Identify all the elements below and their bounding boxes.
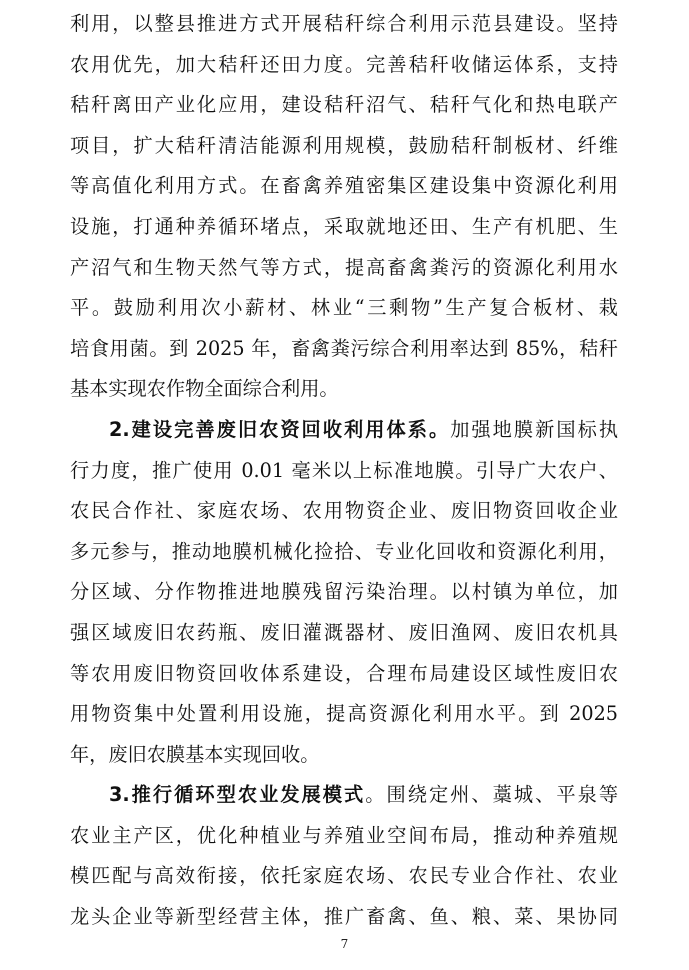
text-line: 项目，扩大秸秆清洁能源利用规模，鼓励秸秆制板材、纤维 [70,133,618,157]
text-line: 多元参与，推动地膜机械化捡拾、专业化回收和资源化利用， [70,539,618,563]
text-line: 等农用废旧物资回收体系建设，合理布局建设区域性废旧农 [70,661,618,685]
text-line: 农用优先，加大秸秆还田力度。完善秸秆收储运体系，支持 [70,52,618,76]
paragraph-agricultural-materials-recycling [70,410,618,775]
text-line: 利用，以整县推进方式开展秸秆综合利用示范县建设。坚持 [70,12,618,35]
text-line: 等高值化利用方式。在畜禽养殖密集区建设集中资源化利用 [70,174,618,198]
text-line: 农业主产区，优化种植业与养殖业空间布局，推动种养殖规 [70,823,618,847]
body-text [70,4,618,938]
text-line: 年，废旧农膜基本实现回收。 [70,742,320,766]
text-line: 强区域废旧农药瓶、废旧灌溉器材、废旧渔网、废旧农机具 [70,620,618,644]
text-line: 农民合作社、家庭农场、农用物资企业、废旧物资回收企业 [70,499,618,523]
text-line: 龙头企业等新型经营主体，推广畜禽、鱼、粮、菜、果协同 [70,905,618,929]
text-run: 加强地膜新国标执 [450,417,618,441]
text-line: 秸秆离田产业化应用，建设秸秆沼气、秸秆气化和热电联产 [70,93,618,117]
section-heading: 2.建设完善废旧农资回收利用体系。 [109,417,451,441]
text-line: 平。鼓励利用次小薪材、林业“三剩物”生产复合板材、栽 [70,296,618,320]
text-line: 基本实现农作物全面综合利用。 [70,377,339,401]
page-number: 7 [340,937,349,951]
text-line: 设施，打通种养循环堵点，采取就地还田、生产有机肥、生 [70,214,618,238]
paragraph-circular-agriculture [70,775,618,937]
text-run: 。围绕定州、藁城、平泉等 [365,783,618,807]
text-line: 行力度，推广使用 0.01 毫米以上标准地膜。引导广大农户、 [70,458,618,482]
text-line: 用物资集中处置利用设施，提高资源化利用水平。到 2025 [70,702,618,726]
text-line: 产沼气和生物天然气等方式，提高畜禽粪污的资源化利用水 [70,255,618,279]
text-line: 模匹配与高效衔接，依托家庭农场、农民专业合作社、农业 [70,864,618,888]
section-heading: 3.推行循环型农业发展模式 [109,783,366,807]
paragraph-first-line [70,775,618,816]
paragraph-first-line [70,410,618,451]
text-line: 培食用菌。到 2025 年，畜禽粪污综合利用率达到 85%，秸秆 [70,336,618,360]
text-line: 分区域、分作物推进地膜残留污染治理。以村镇为单位，加 [70,580,618,604]
paragraph-straw-utilization [70,4,618,410]
